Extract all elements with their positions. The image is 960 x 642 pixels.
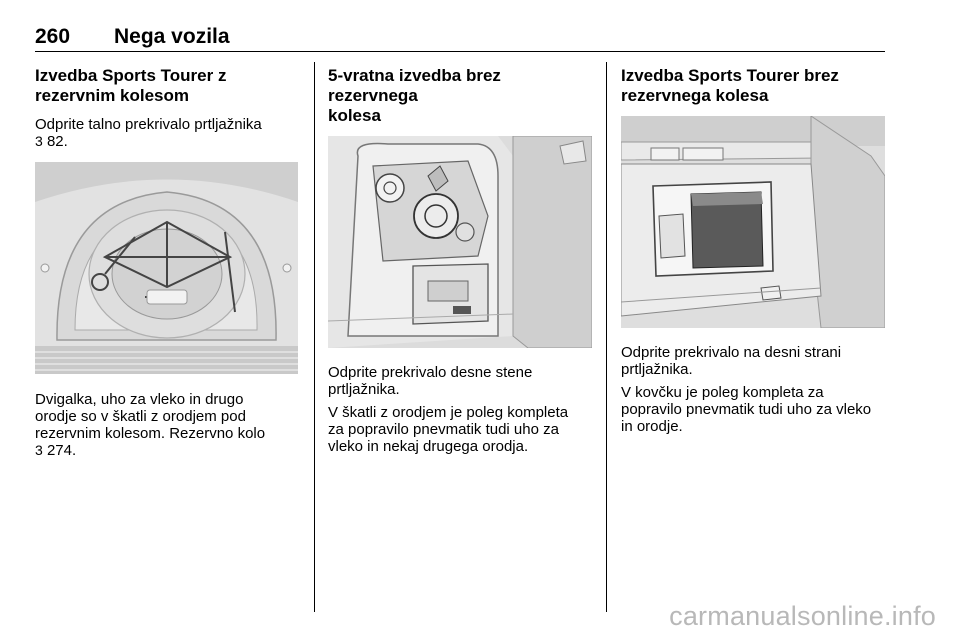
column-divider xyxy=(606,62,607,612)
section-title: Nega vozila xyxy=(114,25,230,48)
page-header xyxy=(35,27,885,52)
page-reference-icon: 3 xyxy=(35,133,43,149)
instruction-text: V škatli z orodjem je poleg kompleta za popravilo pnevmatik tudi uho za vleko in nekaj drugega orodja. xyxy=(328,404,569,455)
page-reference[interactable]: 274. xyxy=(42,442,77,459)
watermark-text: carmanualsonline.info xyxy=(669,601,936,631)
page-reference-icon: 3 xyxy=(35,442,43,458)
page-reference[interactable]: 82. xyxy=(42,133,68,150)
instruction-text xyxy=(35,391,301,459)
column-heading: Izvedba Sports Tourer z rezervnim kolesom xyxy=(35,66,227,105)
column-sports-tourer-no-spare xyxy=(621,66,887,441)
spare-wheel-tools-illustration xyxy=(35,162,298,374)
instruction-text: Odprite prekrivalo na desni strani prtljažnika. xyxy=(621,344,842,378)
luggage-side-case-illustration xyxy=(621,116,885,328)
instruction-body: Odprite talno prekrivalo prtljažnika xyxy=(35,116,262,133)
instruction-text xyxy=(35,116,301,150)
column-spare-wheel xyxy=(35,66,301,465)
column-heading: Izvedba Sports Tourer brez rezervnega kolesa xyxy=(621,66,839,105)
column-divider xyxy=(314,62,315,612)
column-5-door xyxy=(328,66,594,461)
column-heading: 5-vratna izvedba brez rezervnega kolesa xyxy=(328,66,501,125)
instruction-text: Odprite prekrivalo desne stene prtljažnika. xyxy=(328,364,533,398)
instruction-body: Dvigalka, uho za vleko in drugo orodje so v škatli z orodjem pod rezervnim kolesom. Rezervno kolo xyxy=(35,391,266,442)
side-panel-toolbox-illustration xyxy=(328,136,592,348)
instruction-text: V kovčku je poleg kompleta za popravilo pnevmatik tudi uho za vleko in orodje. xyxy=(621,384,872,435)
page-number: 260 xyxy=(35,25,71,48)
